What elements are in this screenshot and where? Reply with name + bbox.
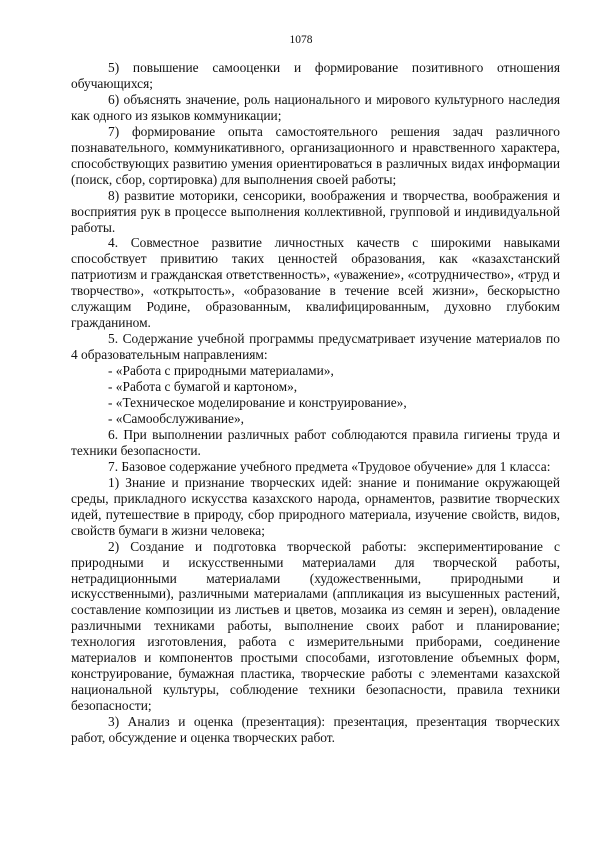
- page-number: 1078: [289, 34, 313, 46]
- direction-list-item: - «Самообслуживание»,: [108, 410, 245, 426]
- direction-list-item: - «Работа с природными материалами»,: [108, 363, 334, 379]
- content-item-1: 1) Знание и признание творческих идей: знание и понимание окружающей среды, прикладного искусства казахского народа, орнаментов, развитие творческих идей, путешествие в природу, сбор природного материала, изучение свойств, видов, свойств бумаги в жизни человека;: [71, 474, 560, 538]
- paragraph-item-5: 5) повышение самооценки и формирование позитивного отношения обучающихся;: [71, 60, 560, 91]
- paragraph-section-6: 6. При выполнении различных работ соблюдаются правила гигиены труда и техники безопасности.: [71, 426, 560, 458]
- paragraph-item-7: 7) формирование опыта самостоятельного решения задач различного познавательного, коммуникативного, организационного и нравственного характера, способствующих развитию умения ориентироваться в различных видах информации (поиск, сбор, сортировка) для выполнения своей работы;: [71, 123, 560, 187]
- paragraph-section-5: 5. Содержание учебной программы предусматривает изучение материалов по 4 образовательным направлениям:: [71, 331, 560, 363]
- paragraph-item-6: 6) объяснять значение, роль национального и мирового культурного наследия как одного из языков коммуникации;: [71, 91, 560, 123]
- paragraph-section-7: 7. Базовое содержание учебного предмета «Трудовое обучение» для 1 класса:: [108, 458, 551, 474]
- content-item-3: 3) Анализ и оценка (презентация): презентация, презентация творческих работ, обсуждение и оценка творческих работ.: [71, 714, 560, 746]
- paragraph-item-8: 8) развитие моторики, сенсорики, воображения и творчества, воображения и восприятия рук в процессе выполнения коллективной, групповой и индивидуальной работы.: [71, 187, 560, 235]
- document-body: [71, 60, 560, 746]
- direction-list-item: - «Работа с бумагой и картоном»,: [108, 379, 298, 395]
- content-item-2: 2) Создание и подготовка творческой работы: экспериментирование с природными и искусственными материалами для творческой работы, нетрадиционными материалами (художественными, природными и искусственными), различными материалами (аппликация из высушенных растений, составление композиции из листьев и цветов, мозаика из семян и зерен), овладение различными техниками работы, выполнение своих работ и планирование; технология изготовления, работа с измерительными приборами, соединение материалов и компонентов простыми способами, изготовление объемных форм, конструирование, бумажная пластика, творческие работы с элементами казахской национальной культуры, соблюдение техники безопасности, правила техники безопасности;: [71, 538, 560, 714]
- paragraph-section-4: 4. Совместное развитие личностных качеств с широкими навыками способствует привитию таких ценностей образования, как «казахстанский патриотизм и гражданская ответственность», «уважение», «сотрудничество», «труд и творчество», «открытость», «образование в течение всей жизни», бескорыстно служащим Родине, образованным, квалифицированным, духовно глубоким гражданином.: [71, 235, 560, 331]
- direction-list-item: - «Техническое моделирование и конструирование»,: [108, 395, 407, 411]
